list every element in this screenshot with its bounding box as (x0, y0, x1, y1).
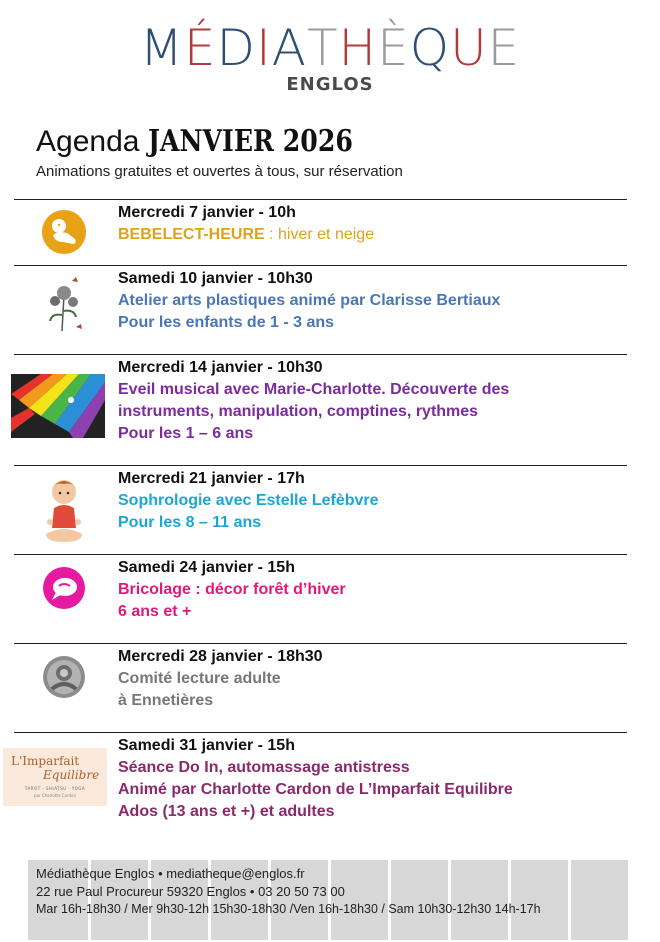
logo-letter-5: T (306, 19, 339, 77)
event-line: 6 ans et + (118, 603, 192, 620)
event-line: Pour les enfants de 1 - 3 ans (118, 314, 335, 331)
event-date: Mercredi 7 janvier - 10h (118, 204, 296, 221)
event-line: Séance Do In, automassage antistress (118, 759, 410, 776)
event-row (14, 199, 627, 266)
logo-letter-10: E (487, 19, 521, 77)
event-row (14, 354, 627, 466)
footer-contact: Médiathèque Englos • mediatheque@englos.fr (36, 866, 305, 881)
logo (0, 20, 660, 76)
footer-address: 22 rue Paul Procureur 59320 Englos • 03 20 50 73 00 (36, 884, 345, 899)
event-date: Samedi 24 janvier - 15h (118, 559, 295, 576)
logo-letter-1: É (183, 19, 217, 77)
event-row (11, 732, 627, 843)
event-date: Mercredi 21 janvier - 17h (118, 470, 305, 487)
chat-bubble-icon (14, 565, 114, 611)
piano-keys-icon (10, 373, 106, 439)
logo-letter-6: H (338, 19, 378, 77)
event-line: Sophrologie avec Estelle Lefèbvre (118, 492, 379, 509)
event-line: Bricolage : décor forêt d’hiver (118, 581, 346, 598)
event-line: Pour les 8 – 11 ans (118, 514, 262, 531)
event-row (14, 265, 627, 355)
event-date: Mercredi 28 janvier - 18h30 (118, 648, 323, 665)
event-row (14, 554, 627, 644)
logo-subtitle: ENGLOS (286, 74, 374, 95)
event-line: Animé par Charlotte Cardon de L’Imparfait Equilibre (118, 781, 513, 798)
logo-letter-8: Q (409, 19, 451, 77)
logo-letter-7: È (377, 19, 410, 77)
badge-line1: L'Imparfait (11, 754, 80, 768)
logo-letter-3: I (255, 19, 272, 77)
book-club-icon (14, 654, 114, 700)
badge-author: par Charlotte Cardon (33, 793, 77, 798)
imparfait-logo-badge (3, 748, 107, 806)
imparfait-equilibre-logo (2, 747, 108, 807)
logo-letter-2: D (216, 19, 256, 77)
agenda-word: Agenda (36, 125, 140, 158)
event-line: Atelier arts plastiques animé par Clarisse Bertiaux (118, 292, 501, 309)
flower-drawing-icon (14, 274, 114, 336)
event-line: instruments, manipulation, comptines, rythmes (118, 403, 479, 420)
logo-letter-9: U (450, 19, 488, 77)
event-row (14, 465, 627, 555)
footer-hours: Mar 16h-18h30 / Mer 9h30-12h 15h30-18h30 /Ven 16h-18h30 / Sam 10h30-12h30 14h-17h (36, 902, 541, 916)
event-title (118, 224, 638, 246)
agenda-month: JANVIER 2026 (147, 124, 353, 159)
logo-letter-0: M (139, 19, 184, 77)
badge-line2: Equilibre (43, 768, 100, 782)
baby-icon (14, 208, 114, 256)
logo-letter-4: A (271, 19, 307, 77)
event-line: Eveil musical avec Marie-Charlotte. Découverte des (118, 381, 510, 398)
footer-info (28, 860, 628, 940)
event-date: Mercredi 14 janvier - 10h30 (118, 359, 323, 376)
event-line: Comité lecture adulte (118, 670, 281, 687)
event-date: Samedi 10 janvier - 10h30 (118, 270, 313, 287)
page-title (36, 124, 392, 159)
event-title-rest: : hiver et neige (264, 226, 375, 243)
event-line: Ados (13 ans et +) et adultes (118, 803, 335, 820)
child-meditating-icon (14, 478, 114, 548)
event-title-strong: BEBELECT-HEURE (118, 226, 265, 243)
event-line: Pour les 1 – 6 ans (118, 425, 254, 442)
event-row (14, 643, 627, 733)
intro-text: Animations gratuites et ouvertes à tous, sur réservation (36, 163, 403, 180)
event-date: Samedi 31 janvier - 15h (118, 737, 295, 754)
badge-tagline: TAROT · SHIATSU · YOGA (24, 786, 86, 791)
event-line: à Ennetières (118, 692, 214, 709)
